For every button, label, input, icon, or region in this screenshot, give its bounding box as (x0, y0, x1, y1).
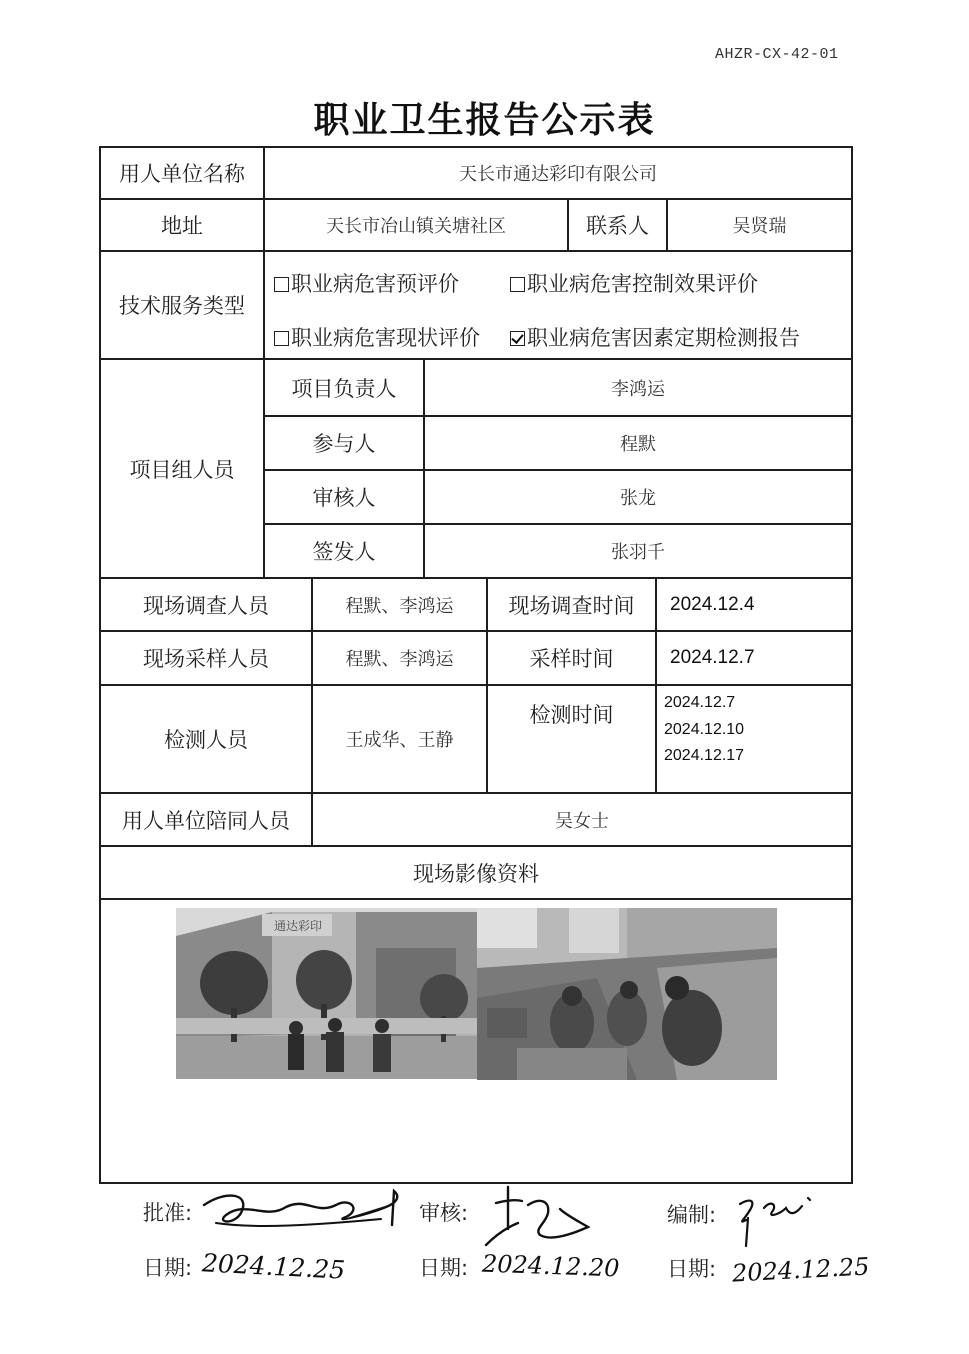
survey-value: 程默、李鸿运 (345, 595, 454, 617)
service-option-label: 职业病危害预评价 (291, 272, 459, 296)
service-option (274, 268, 459, 298)
checkbox-checked-icon (510, 331, 525, 346)
team-name: 张龙 (620, 488, 656, 509)
sampling-time: 2024.12.7 (670, 647, 755, 668)
testing-label: 检测人员 (164, 728, 248, 752)
photos-label: 现场影像资料 (413, 861, 539, 886)
testing-time: 2024.12.17 (664, 747, 745, 764)
site-exterior-photo (176, 908, 477, 1079)
sampling-label: 现场采样人员 (143, 647, 269, 671)
employer-value: 天长市通达彩印有限公司 (459, 164, 657, 185)
team-role: 参与人 (312, 432, 376, 456)
contact-label: 联系人 (586, 214, 649, 238)
site-exterior-image (176, 908, 477, 1079)
approve-label: 批准: (143, 1201, 193, 1225)
team-role: 签发人 (312, 540, 376, 564)
service-option-label: 职业病危害现状评价 (291, 326, 480, 350)
review-date: 2024.12.20 (481, 1249, 620, 1283)
approver-signature (196, 1185, 406, 1240)
sampling-time-label: 采样时间 (529, 647, 614, 671)
testing-time: 2024.12.7 (664, 694, 736, 711)
service-option (510, 268, 758, 298)
checkbox-unchecked-icon (510, 277, 525, 292)
testing-value: 王成华、王静 (345, 730, 454, 751)
employer-label: 用人单位名称 (119, 162, 245, 186)
service-option-label: 职业病危害控制效果评价 (527, 272, 758, 296)
checkbox-unchecked-icon (274, 331, 289, 346)
contact-value: 吴贤瑞 (732, 216, 787, 237)
compiler-signature (730, 1190, 820, 1250)
survey-time: 2024.12.4 (670, 593, 755, 615)
service-option-checked (510, 322, 800, 352)
testing-times (664, 690, 744, 770)
page-title: 职业卫生报告公示表 (313, 99, 656, 141)
team-role: 审核人 (312, 486, 376, 510)
address-value: 天长市冶山镇关塘社区 (326, 216, 506, 237)
team-name: 张羽千 (611, 542, 665, 563)
checkbox-unchecked-icon (274, 277, 289, 292)
escort-value: 吴女士 (555, 810, 609, 832)
testing-time: 2024.12.10 (664, 720, 745, 738)
survey-time-label: 现场调查时间 (508, 593, 635, 618)
service-type-label: 技术服务类型 (119, 294, 245, 318)
compile-date: 2024.12.25 (731, 1252, 871, 1288)
document-code: AHZR-CX-42-01 (715, 46, 839, 63)
compile-date-label: 日期: (667, 1257, 717, 1281)
approve-date: 2024.12.25 (201, 1248, 346, 1285)
row-divider (99, 898, 853, 900)
sampling-value: 程默、李鸿运 (345, 649, 454, 670)
team-role: 项目负责人 (291, 376, 397, 401)
reviewer-signature (478, 1183, 598, 1253)
team-name: 李鸿运 (611, 378, 665, 400)
review-date-label: 日期: (419, 1256, 469, 1280)
building-sign-text: 通达彩印 (274, 919, 323, 933)
testing-time-label: 检测时间 (529, 703, 614, 727)
table-border-right (851, 146, 853, 1184)
service-option-label: 职业病危害因素定期检测报告 (527, 326, 800, 350)
table-border-bottom (99, 1182, 853, 1184)
address-label: 地址 (161, 214, 203, 238)
compile-label: 编制: (667, 1203, 717, 1227)
team-name: 程默 (620, 434, 656, 455)
approve-date-label: 日期: (143, 1256, 193, 1280)
site-workshop-photo (477, 908, 777, 1080)
escort-label: 用人单位陪同人员 (122, 808, 290, 833)
review-label: 审核: (419, 1201, 469, 1225)
team-label: 项目组人员 (129, 457, 235, 482)
site-workshop-image (477, 908, 777, 1080)
survey-label: 现场调查人员 (143, 593, 269, 618)
service-option (274, 322, 480, 352)
